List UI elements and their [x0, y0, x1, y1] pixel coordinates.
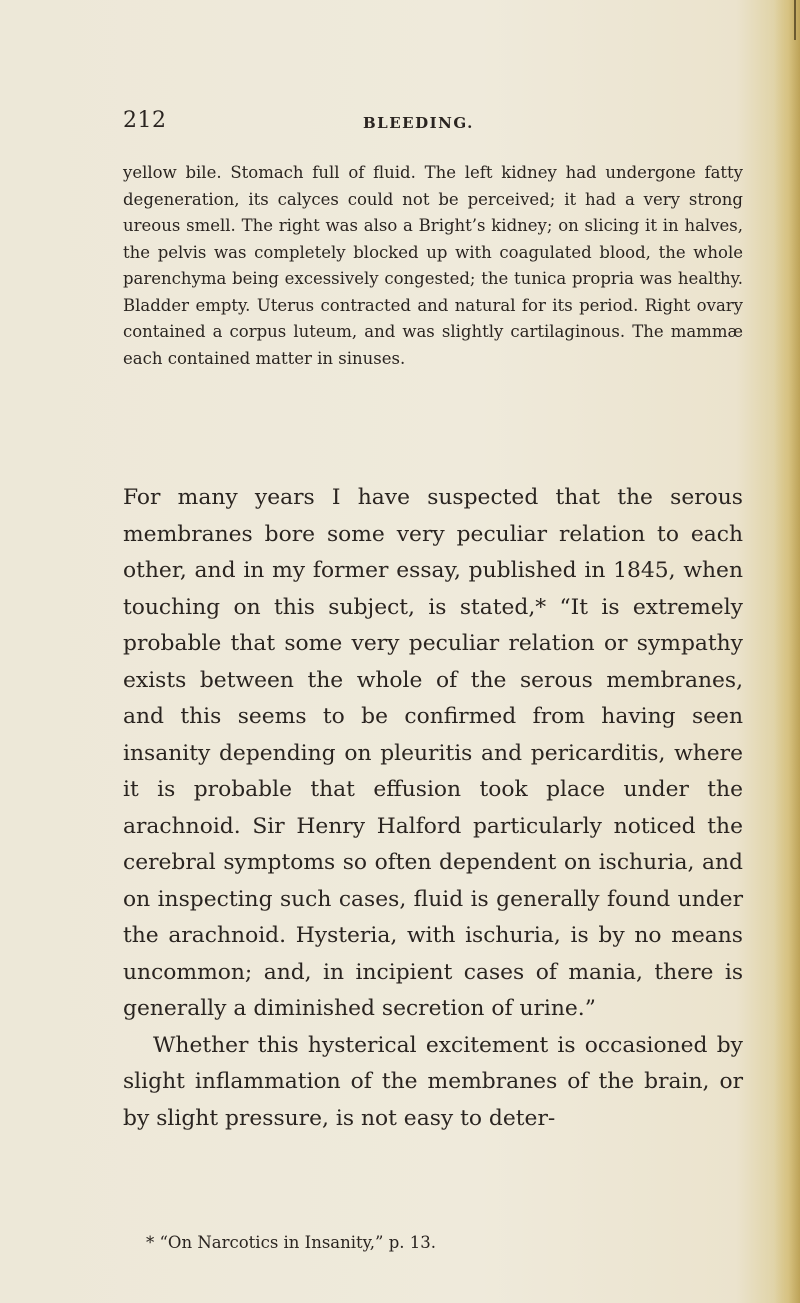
body-paragraph-1: For many years I have suspected that the serous membranes bore some very peculiar relation to each other, and in my former essay, published in 1845, when touching on this subject, is stated,* “It is extremely probable that some very peculiar relation or sympathy exists between the whole of the serous membranes, and this seems to be confirmed from having seen insanity depending on pleuritis and pericarditis, where it is probable that effusion took place under the arachnoid. Sir Henry Halford particularly noticed the cerebral symptoms so often dependent on ischuria, and on inspecting such cases, fluid is generally found under the arachnoid. Hysteria, with ischuria, is by no means uncommon; and, in incipient cases of mania, there is generally a diminished secretion of urine.” [123, 485, 743, 1021]
body-paragraph-2: Whether this hysterical excitement is occasioned by slight inflammation of the membranes of the brain, or by slight pressure, is not easy to deter- [123, 1032, 743, 1131]
page-edge-mark [794, 0, 796, 40]
page-header [123, 108, 743, 138]
main-text [123, 480, 743, 1137]
footnote: * “On Narcotics in Insanity,” p. 13. [146, 1233, 437, 1252]
page-number: 212 [123, 108, 167, 133]
case-notes-paragraph: yellow bile. Stomach full of fluid. The left kidney had undergone fatty degeneration, its calyces could not be perceived; it had a very strong ureous smell. The right was also a Bright’s kidney; on slicing it in halves, the pelvis was completely blocked up with coagulated blood, the whole parenchyma being excessively congested; the tunica propria was healthy. Bladder empty. Uterus contracted and natural for its period. Right ovary contained a corpus luteum, and was slightly cartilaginous. The mammæ each contained matter in sinuses. [123, 163, 743, 368]
running-head: BLEEDING. [363, 114, 474, 132]
page-edge-shadow [774, 0, 800, 1303]
